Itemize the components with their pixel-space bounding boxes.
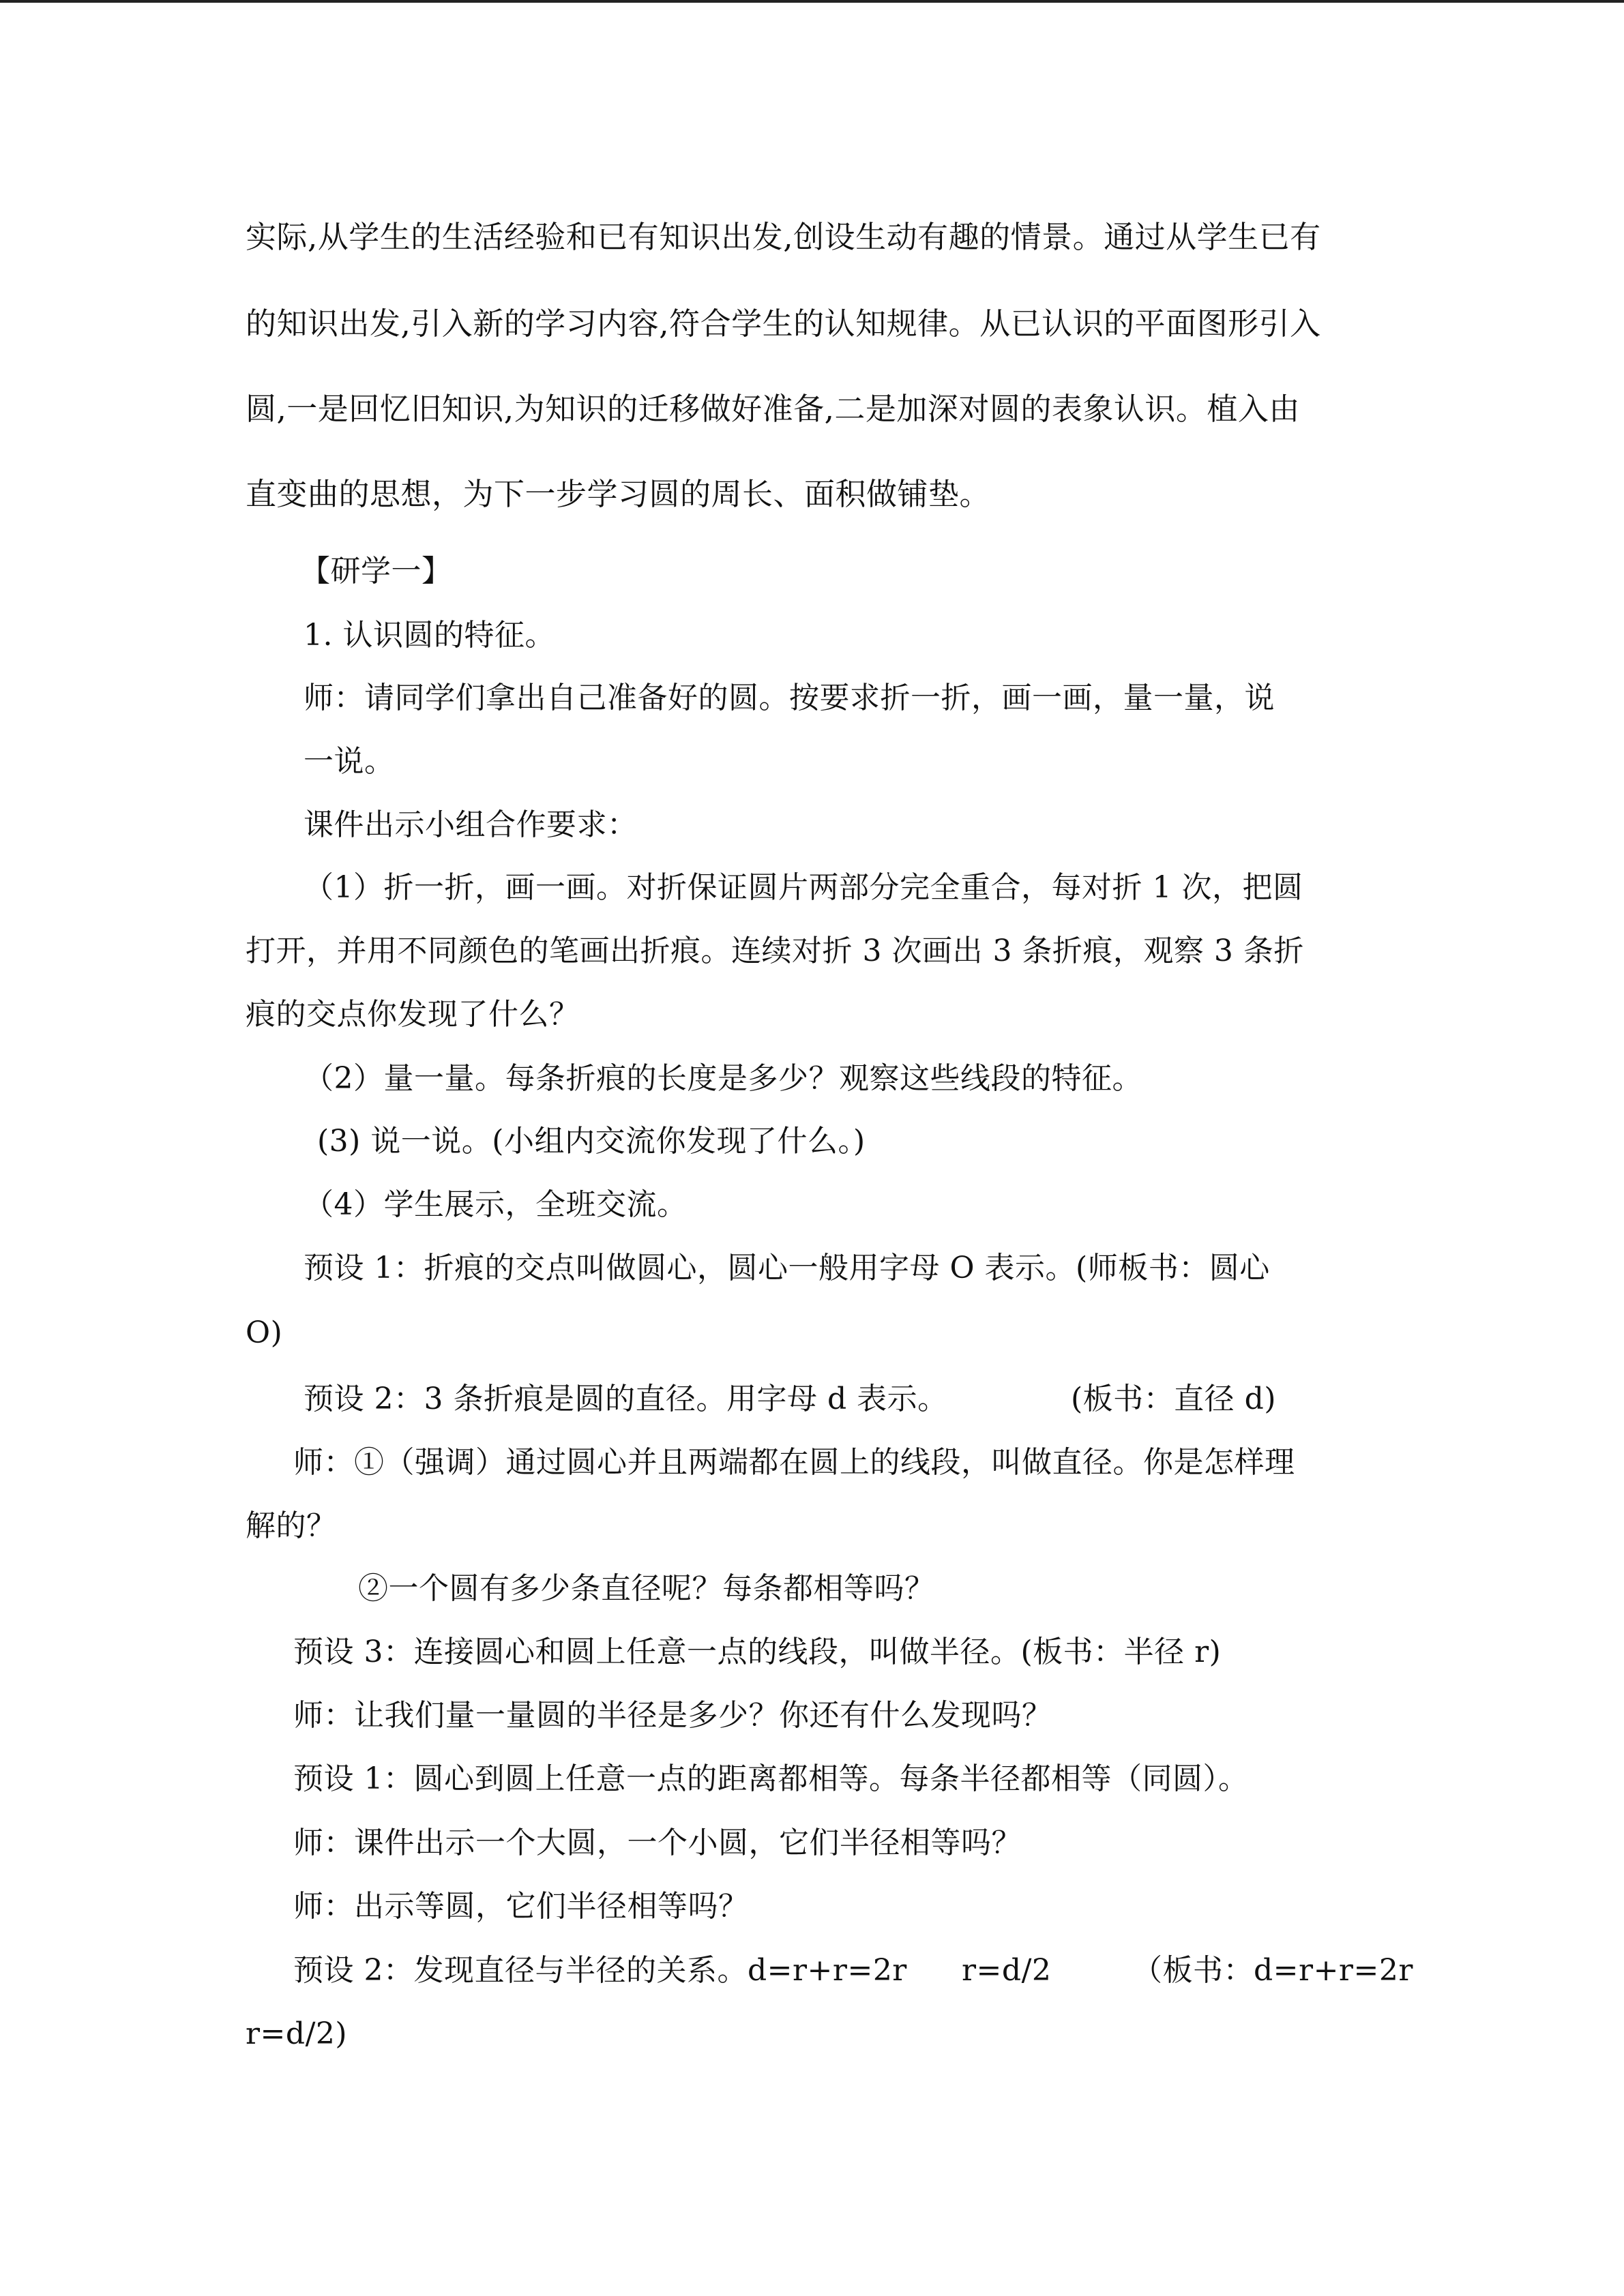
courseware-requirements: 课件出示小组合作要求： xyxy=(304,807,638,842)
page-top-border xyxy=(0,0,1624,3)
intro-line-1: 实际,从学生的生活经验和已有知识出发,创设生动有趣的情景。通过从学生已有 xyxy=(246,219,1321,255)
intro-line-3: 圆,一是回忆旧知识,为知识的迁移做好准备,二是加深对圆的表象认识。植入由 xyxy=(246,391,1300,427)
teacher-prompt-1a: 师：请同学们拿出自己准备好的圆。按要求折一折，画一画，量一量，说 xyxy=(304,681,1275,715)
preset-2: 预设 2：3 条折痕是圆的直径。用字母 d 表示。 xyxy=(304,1382,948,1416)
teacher-prompt-2c: ②一个圆有多少条直径呢？每条都相等吗？ xyxy=(358,1571,935,1606)
preset-1b: O) xyxy=(246,1315,283,1350)
preset-5a: 预设 2：发现直径与半径的关系。d=r+r=2r xyxy=(293,1953,907,1988)
intro-line-4: 直变曲的思想，为下一步学习圆的周长、面积做铺垫。 xyxy=(246,476,991,512)
requirement-1c: 痕的交点你发现了什么？ xyxy=(246,997,580,1032)
preset-5-board-note: （板书：d=r+r=2r xyxy=(1132,1953,1413,1988)
requirement-3: (3) 说一说。(小组内交流你发现了什么。) xyxy=(317,1124,866,1159)
intro-line-2: 的知识出发,引入新的学习内容,符合学生的认知规律。从已认识的平面图形引入 xyxy=(246,305,1321,342)
teacher-prompt-3: 师：让我们量一量圆的半径是多少？你还有什么发现吗？ xyxy=(293,1698,1052,1733)
requirement-1b: 打开，并用不同颜色的笔画出折痕。连续对折 3 次画出 3 条折痕，观察 3 条折 xyxy=(246,934,1304,968)
preset-2-board-note: (板书：直径 d) xyxy=(1071,1382,1276,1416)
requirement-4: （4）学生展示，全班交流。 xyxy=(304,1187,688,1222)
section-heading: 【研学一】 xyxy=(300,554,452,588)
preset-4: 预设 1：圆心到圆上任意一点的距离都相等。每条半径都相等（同圆）。 xyxy=(293,1761,1249,1796)
requirement-1a: （1）折一折，画一画。对折保证圆片两部分完全重合，每对折 1 次，把圆 xyxy=(304,870,1303,905)
requirement-2: （2）量一量。每条折痕的长度是多少？观察这些线段的特征。 xyxy=(304,1061,1142,1096)
teacher-prompt-2a: 师：①（强调）通过圆心并且两端都在圆上的线段，叫做直径。你是怎样理 xyxy=(293,1445,1295,1480)
preset-5b: r=d/2) xyxy=(246,2016,348,2051)
item-1: 1. 认识圆的特征。 xyxy=(304,618,555,653)
preset-5-formula: r=d/2 xyxy=(962,1953,1052,1988)
preset-1a: 预设 1：折痕的交点叫做圆心，圆心一般用字母 O 表示。(师板书：圆心 xyxy=(304,1251,1270,1285)
teacher-prompt-1b: 一说。 xyxy=(304,744,395,779)
preset-3: 预设 3：连接圆心和圆上任意一点的线段，叫做半径。(板书：半径 r) xyxy=(293,1635,1222,1669)
teacher-prompt-4: 师：课件出示一个大圆，一个小圆，它们半径相等吗？ xyxy=(293,1825,1022,1860)
teacher-prompt-2b: 解的？ xyxy=(246,1508,337,1543)
teacher-prompt-5: 师：出示等圆，它们半径相等吗？ xyxy=(293,1889,749,1924)
